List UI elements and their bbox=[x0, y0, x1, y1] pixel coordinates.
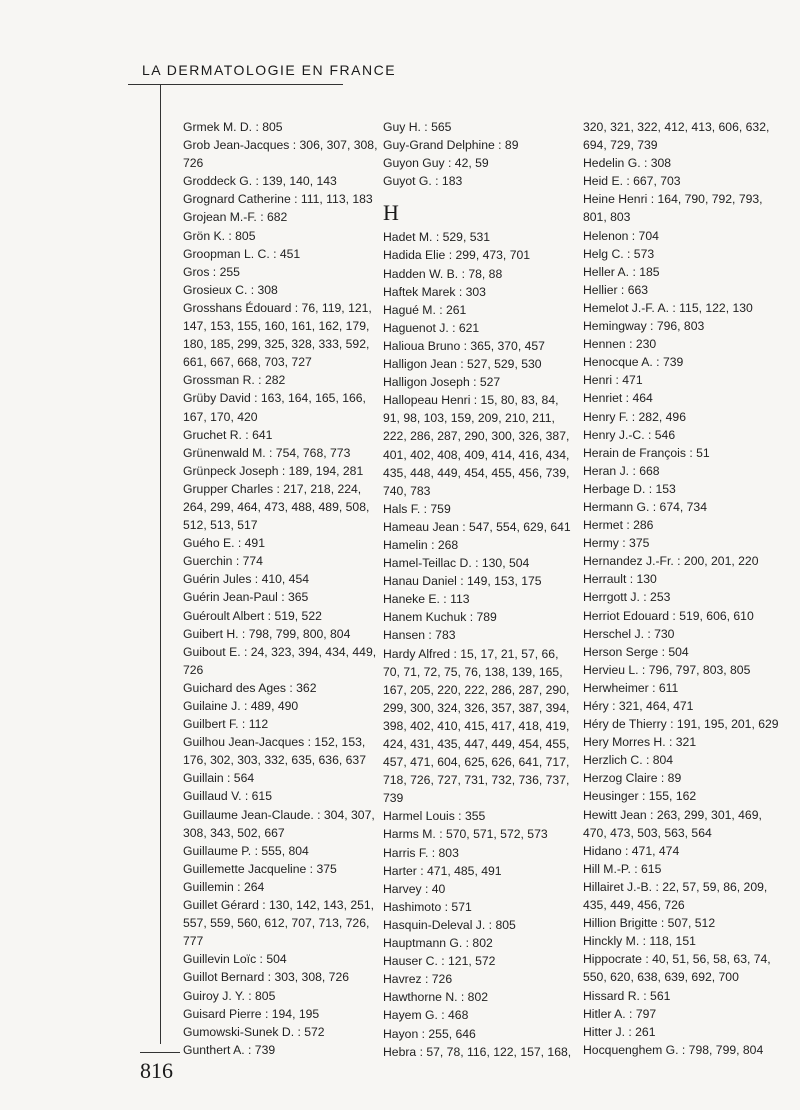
index-entry: Hamel-Teillac D. : 130, 504 bbox=[383, 556, 530, 571]
index-entry: Grojean M.-F. : 682 bbox=[183, 210, 288, 225]
index-entry: Hallopeau Henri : 15, 80, 83, 84, 91, 98, 103, 159, 209, 210, 211, 222, 286, 287, 290, 300, 326, 387, 401, 402, 408, 409, 414, 416, 434, 435, 448, 449, 454, 455, 456, 739, 740, 783 bbox=[383, 393, 570, 498]
index-entry: Gumowski-Sunek D. : 572 bbox=[183, 1024, 325, 1039]
index-entry: Guillaume Jean-Claude. : 304, 307, 308, 343, 502, 667 bbox=[183, 807, 375, 840]
index-entry: Henry F. : 282, 496 bbox=[583, 409, 686, 424]
index-entry: Hill M.-P. : 615 bbox=[583, 861, 662, 876]
index-entry: Guillevin Loïc : 504 bbox=[183, 952, 287, 967]
index-entry: Guisard Pierre : 194, 195 bbox=[183, 1006, 320, 1021]
index-entry: Guillemin : 264 bbox=[183, 879, 265, 894]
index-entry: Hauptmann G. : 802 bbox=[383, 936, 493, 951]
index-entry: 320, 321, 322, 412, 413, 606, 632, 694, 729, 739 bbox=[583, 120, 770, 153]
index-entry: Heusinger : 155, 162 bbox=[583, 789, 697, 804]
index-entry: Hauser C. : 121, 572 bbox=[383, 954, 496, 969]
index-entry: Heller A. : 185 bbox=[583, 264, 660, 279]
index-entry: Grosieux C. : 308 bbox=[183, 282, 278, 297]
index-entry: Heran J. : 668 bbox=[583, 463, 660, 478]
index-entry: Hewitt Jean : 263, 299, 301, 469, 470, 473, 503, 563, 564 bbox=[583, 807, 762, 840]
index-entry: Guiroy J. Y. : 805 bbox=[183, 988, 276, 1003]
index-entry: Herrault : 130 bbox=[583, 572, 657, 587]
index-column-3 bbox=[583, 118, 783, 1059]
index-entry: Grupper Charles : 217, 218, 224, 264, 299, 464, 473, 488, 489, 508, 512, 513, 517 bbox=[183, 481, 370, 533]
index-entry: Guéroult Albert : 519, 522 bbox=[183, 608, 322, 623]
index-entry: Guillaud V. : 615 bbox=[183, 789, 272, 804]
index-entry: Hardy Alfred : 15, 17, 21, 57, 66, 70, 71, 72, 75, 76, 138, 139, 165, 167, 205, 220, 222, 286, 287, 290, 299, 300, 324, 326, 357, 387, 394, 398, 402, 410, 415, 417, 418, 419, 424, 431, 435, 447, 449, 454, 455, 457, 471, 604, 625, 626, 641, 717, 718, 726, 727, 731, 732, 736, 737, 739 bbox=[383, 646, 570, 806]
index-column-1 bbox=[183, 118, 378, 1059]
index-entry: Hocquenghem G. : 798, 799, 804 bbox=[583, 1042, 764, 1057]
index-entry: Hameau Jean : 547, 554, 629, 641 bbox=[383, 519, 571, 534]
index-entry: Herrgott J. : 253 bbox=[583, 590, 671, 605]
index-entry: Gruchet R. : 641 bbox=[183, 427, 273, 442]
index-entry: Guillot Bernard : 303, 308, 726 bbox=[183, 970, 349, 985]
index-entry: Hanau Daniel : 149, 153, 175 bbox=[383, 574, 542, 589]
index-entry: Gunthert A. : 739 bbox=[183, 1042, 276, 1057]
index-entry: Hippocrate : 40, 51, 56, 58, 63, 74, 550, 620, 638, 639, 692, 700 bbox=[583, 952, 771, 985]
index-entry: Herwheimer : 611 bbox=[583, 680, 679, 695]
index-entry: Heine Henri : 164, 790, 792, 793, 801, 803 bbox=[583, 192, 763, 225]
index-entry: Hillion Brigitte : 507, 512 bbox=[583, 916, 716, 931]
index-entry: Guérin Jean-Paul : 365 bbox=[183, 590, 309, 605]
index-entry: Hadida Elie : 299, 473, 701 bbox=[383, 248, 531, 263]
index-entry: Groopman L. C. : 451 bbox=[183, 246, 301, 261]
index-entry: Hayon : 255, 646 bbox=[383, 1026, 476, 1041]
index-entry: Grob Jean-Jacques : 306, 307, 308, 726 bbox=[183, 138, 378, 171]
index-entry: Herson Serge : 504 bbox=[583, 644, 689, 659]
index-entry: Hedelin G. : 308 bbox=[583, 156, 672, 171]
index-entry: Guillemette Jacqueline : 375 bbox=[183, 861, 337, 876]
index-entry: Henri : 471 bbox=[583, 373, 643, 388]
index-entry: Guyon Guy : 42, 59 bbox=[383, 156, 489, 171]
index-column-2 bbox=[383, 118, 578, 1061]
footer-rule bbox=[140, 1052, 180, 1053]
index-entry: Hitter J. : 261 bbox=[583, 1024, 656, 1039]
index-entry: Hansen : 783 bbox=[383, 628, 456, 643]
index-entry: Hashimoto : 571 bbox=[383, 899, 472, 914]
index-entry: Gros : 255 bbox=[183, 264, 240, 279]
index-entry: Harms M. : 570, 571, 572, 573 bbox=[383, 827, 548, 842]
index-entry: Haguenot J. : 621 bbox=[383, 320, 480, 335]
index-entry: Guibout E. : 24, 323, 394, 434, 449, 726 bbox=[183, 644, 377, 677]
index-entry: Hellier : 663 bbox=[583, 282, 649, 297]
index-entry: Hissard R. : 561 bbox=[583, 988, 671, 1003]
index-entry: Herzlich C. : 804 bbox=[583, 753, 674, 768]
index-entry: Herschel J. : 730 bbox=[583, 626, 675, 641]
index-entry: Hagué M. : 261 bbox=[383, 302, 467, 317]
index-entry: Héry : 321, 464, 471 bbox=[583, 699, 694, 713]
index-entry: Guy-Grand Delphine : 89 bbox=[383, 138, 519, 153]
index-entry: Hery Morres H. : 321 bbox=[583, 735, 697, 750]
index-entry: Herbage D. : 153 bbox=[583, 481, 676, 496]
index-entry: Harris F. : 803 bbox=[383, 845, 459, 860]
index-entry: Hawthorne N. : 802 bbox=[383, 990, 489, 1005]
index-entry: Grosshans Édouard : 76, 119, 121, 147, 153, 155, 160, 161, 162, 179, 180, 185, 299, 325, 328, 333, 592, 661, 667, 668, 703, 727 bbox=[183, 300, 372, 370]
index-entry: Guillaume P. : 555, 804 bbox=[183, 843, 309, 858]
index-entry: Haftek Marek : 303 bbox=[383, 284, 486, 299]
index-entry: Hidano : 471, 474 bbox=[583, 843, 680, 858]
page-number: 816 bbox=[140, 1058, 173, 1083]
index-entry: Hadet M. : 529, 531 bbox=[383, 230, 491, 245]
index-entry: Groddeck G. : 139, 140, 143 bbox=[183, 174, 337, 189]
index-entry: Guilaine J. : 489, 490 bbox=[183, 699, 299, 713]
index-entry: Hemingway : 796, 803 bbox=[583, 319, 705, 334]
index-entry: Halligon Jean : 527, 529, 530 bbox=[383, 357, 542, 372]
index-entry: Hamelin : 268 bbox=[383, 537, 459, 552]
index-entry: Hals F. : 759 bbox=[383, 501, 451, 516]
index-entry: Hernandez J.-Fr. : 200, 201, 220 bbox=[583, 554, 759, 569]
index-entry: Guichard des Ages : 362 bbox=[183, 680, 317, 695]
index-entry: Guy H. : 565 bbox=[383, 120, 452, 134]
index-entry: Hemelot J.-F. A. : 115, 122, 130 bbox=[583, 300, 753, 315]
index-entry: Herzog Claire : 89 bbox=[583, 771, 682, 786]
index-entry: Harter : 471, 485, 491 bbox=[383, 863, 502, 878]
index-entry: Hadden W. B. : 78, 88 bbox=[383, 266, 503, 281]
index-entry: Guerchin : 774 bbox=[183, 554, 263, 569]
index-entry: Grön K. : 805 bbox=[183, 228, 256, 243]
index-entry: Héry de Thierry : 191, 195, 201, 629 bbox=[583, 717, 779, 732]
index-entry: Herriot Edouard : 519, 606, 610 bbox=[583, 608, 754, 623]
index-entry: Hermet : 286 bbox=[583, 518, 654, 533]
index-entry: Grünpeck Joseph : 189, 194, 281 bbox=[183, 463, 364, 478]
index-entry: Grognard Catherine : 111, 113, 183 bbox=[183, 192, 373, 207]
index-entry: Hitler A. : 797 bbox=[583, 1006, 657, 1021]
index-entry: Hillairet J.-B. : 22, 57, 59, 86, 209, 435, 449, 456, 726 bbox=[583, 879, 768, 913]
index-entry: Halioua Bruno : 365, 370, 457 bbox=[383, 338, 545, 353]
index-entry: Hebra : 57, 78, 116, 122, 157, 168, bbox=[383, 1044, 572, 1059]
index-entry: Henriet : 464 bbox=[583, 391, 653, 406]
index-entry: Herain de François : 51 bbox=[583, 445, 710, 460]
index-entry: Guého E. : 491 bbox=[183, 536, 265, 551]
index-entry: Guérin Jules : 410, 454 bbox=[183, 572, 310, 587]
index-entry: Hermy : 375 bbox=[583, 536, 650, 551]
index-entry: Grüby David : 163, 164, 165, 166, 167, 170, 420 bbox=[183, 391, 366, 424]
index-entry: Hayem G. : 468 bbox=[383, 1008, 469, 1023]
margin-rule bbox=[160, 84, 161, 1044]
index-entry: Guilhou Jean-Jacques : 152, 153, 176, 302, 303, 332, 635, 636, 637 bbox=[183, 735, 366, 768]
index-entry: Hennen : 230 bbox=[583, 337, 657, 352]
index-entry: Hinckly M. : 118, 151 bbox=[583, 934, 696, 949]
index-entry: Haneke E. : 113 bbox=[383, 592, 470, 607]
index-entry: Harvey : 40 bbox=[383, 881, 446, 896]
running-header: LA DERMATOLOGIE EN FRANCE bbox=[142, 62, 397, 78]
index-entry: Havrez : 726 bbox=[383, 972, 453, 987]
index-entry: Guibert H. : 798, 799, 800, 804 bbox=[183, 626, 351, 641]
index-entry: Grünenwald M. : 754, 768, 773 bbox=[183, 445, 351, 460]
index-entry: Grmek M. D. : 805 bbox=[183, 120, 283, 134]
index-entry: Henocque A. : 739 bbox=[583, 355, 684, 370]
index-entry: Helg C. : 573 bbox=[583, 246, 655, 261]
index-entry: Hermann G. : 674, 734 bbox=[583, 499, 707, 514]
index-entry: Hervieu L. : 796, 797, 803, 805 bbox=[583, 662, 751, 677]
index-entry: Guyot G. : 183 bbox=[383, 174, 463, 189]
index-entry: Guillain : 564 bbox=[183, 771, 255, 786]
index-entry: Halligon Joseph : 527 bbox=[383, 375, 501, 390]
section-letter: H bbox=[383, 200, 399, 226]
index-entry: Helenon : 704 bbox=[583, 228, 659, 243]
index-entry: Henry J.-C. : 546 bbox=[583, 427, 676, 442]
index-entry: Guillet Gérard : 130, 142, 143, 251, 557, 559, 560, 612, 707, 713, 726, 777 bbox=[183, 898, 375, 949]
index-entry: Grossman R. : 282 bbox=[183, 373, 286, 388]
index-entry: Hasquin-Deleval J. : 805 bbox=[383, 917, 516, 932]
index-entry: Heid E. : 667, 703 bbox=[583, 174, 681, 189]
index-entry: Guilbert F. : 112 bbox=[183, 717, 269, 732]
index-entry: Hanem Kuchuk : 789 bbox=[383, 610, 497, 625]
index-entry: Harmel Louis : 355 bbox=[383, 809, 486, 824]
